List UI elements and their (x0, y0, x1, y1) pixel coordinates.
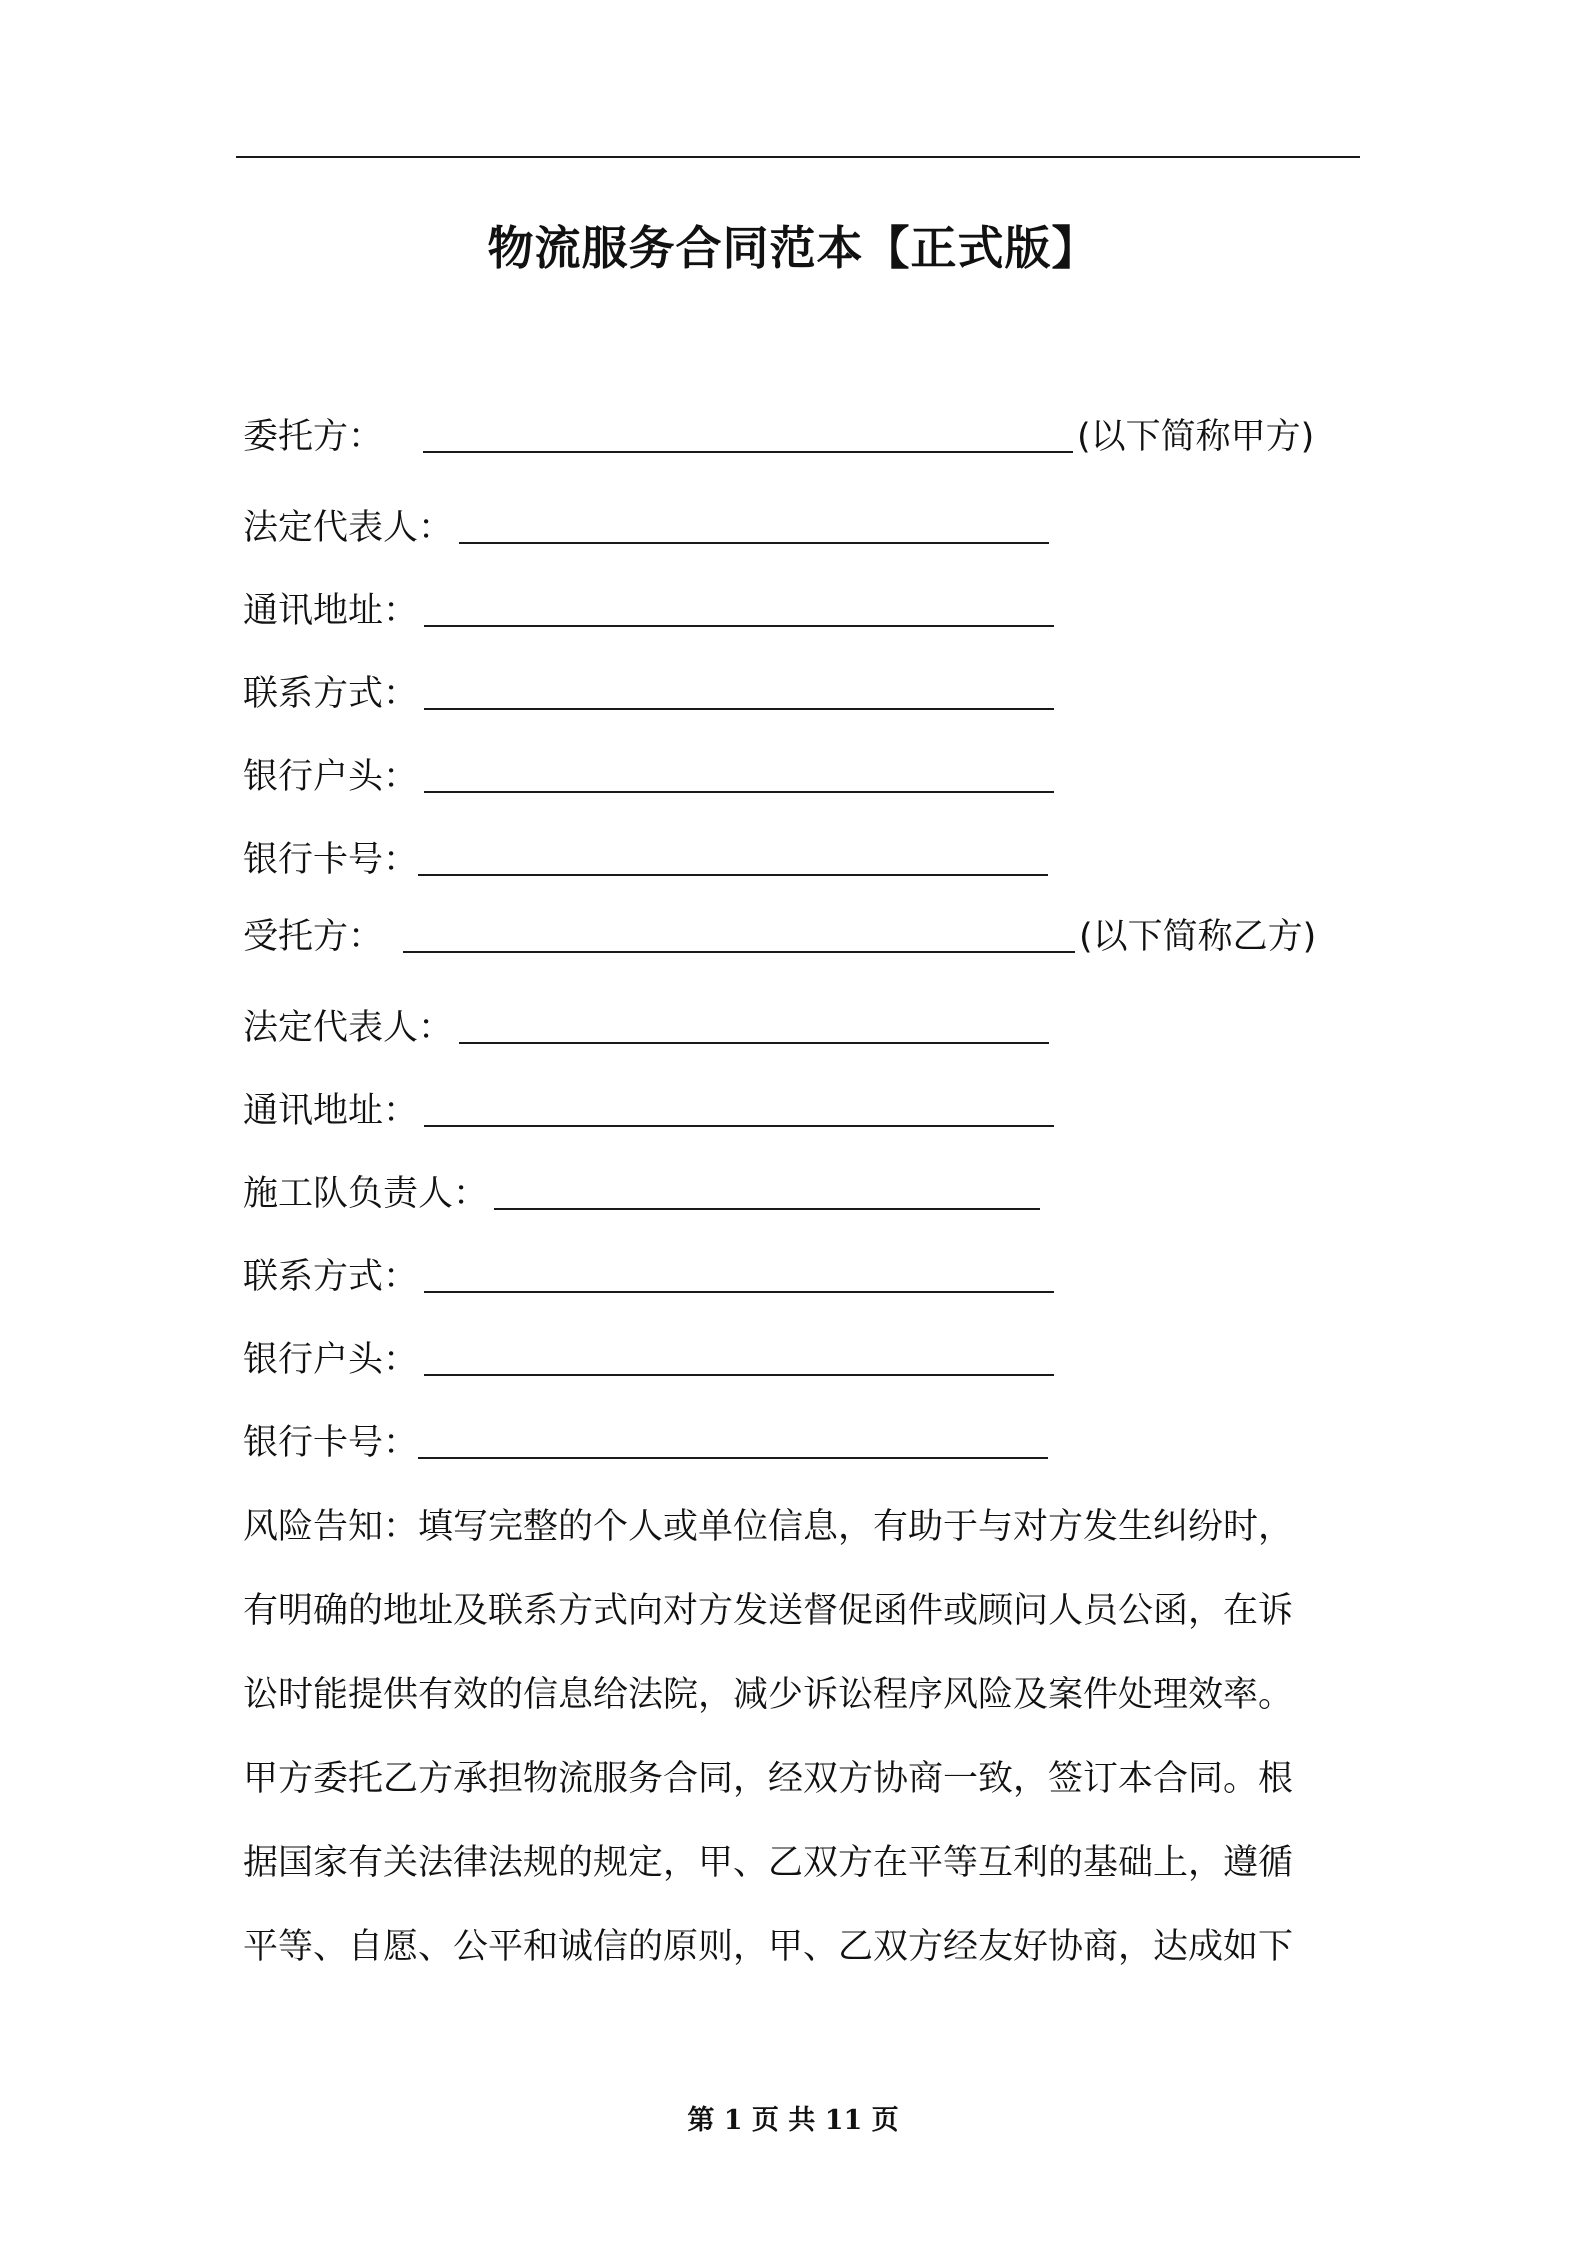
party-a-contact-blank[interactable] (424, 708, 1054, 710)
party-b-trustee-label: 受托方： (243, 917, 384, 957)
party-b-bank-card-blank[interactable] (418, 1457, 1048, 1459)
body-line: 甲方委托乙方承担物流服务合同，经双方协商一致，签订本合同。根 (243, 1759, 1294, 1799)
party-b-legal-rep-blank[interactable] (459, 1042, 1049, 1044)
party-b-trustee-blank[interactable] (403, 951, 1075, 953)
party-a-bank-account-name-field (243, 752, 1054, 802)
party-b-bank-account-name-field (243, 1335, 1054, 1385)
party-a-legal-rep-label: 法定代表人： (243, 508, 454, 548)
party-b-trustee-suffix: (以下简称乙方) (1079, 917, 1317, 957)
party-a-bank-card-field (243, 835, 1048, 885)
party-b-contact-field (243, 1252, 1054, 1302)
party-b-address-field (243, 1086, 1054, 1136)
party-b-team-leader-blank[interactable] (494, 1208, 1040, 1210)
body-line: 风险告知：填写完整的个人或单位信息，有助于与对方发生纠纷时， (243, 1507, 1294, 1547)
document-title: 物流服务合同范本【正式版】 (487, 221, 1099, 275)
party-a-principal-blank[interactable] (423, 451, 1073, 453)
party-b-bank-account-name-blank[interactable] (424, 1374, 1054, 1376)
party-b-address-blank[interactable] (424, 1125, 1054, 1127)
party-a-bank-card-blank[interactable] (418, 874, 1048, 876)
body-line: 据国家有关法律法规的规定，甲、乙双方在平等互利的基础上，遵循 (243, 1843, 1294, 1883)
party-a-address-blank[interactable] (424, 625, 1054, 627)
party-b-team-leader-label: 施工队负责人： (243, 1174, 489, 1214)
page-number: 第 1 页 共 11 页 (687, 2105, 899, 2136)
party-b-bank-account-name-label: 银行户头： (243, 1340, 419, 1380)
body-line: 平等、自愿、公平和诚信的原则，甲、乙双方经友好协商，达成如下 (243, 1927, 1294, 1967)
party-a-principal-field (243, 412, 1314, 462)
party-b-bank-card-label: 银行卡号： (243, 1423, 419, 1463)
header-rule (236, 156, 1360, 158)
party-a-bank-card-label: 银行卡号： (243, 840, 419, 880)
party-b-bank-card-field (243, 1418, 1048, 1468)
party-a-address-label: 通讯地址： (243, 591, 419, 631)
party-b-trustee-field (243, 912, 1316, 962)
party-b-team-leader-field (243, 1169, 1040, 1219)
party-a-legal-rep-blank[interactable] (459, 542, 1049, 544)
body-line: 讼时能提供有效的信息给法院，减少诉讼程序风险及案件处理效率。 (243, 1675, 1294, 1715)
party-a-principal-label: 委托方： (243, 417, 384, 457)
party-b-contact-blank[interactable] (424, 1291, 1054, 1293)
party-a-bank-account-name-label: 银行户头： (243, 757, 419, 797)
party-b-legal-rep-field (243, 1003, 1049, 1053)
party-a-contact-label: 联系方式： (243, 674, 419, 714)
party-b-legal-rep-label: 法定代表人： (243, 1008, 454, 1048)
party-b-address-label: 通讯地址： (243, 1091, 419, 1131)
body-line: 有明确的地址及联系方式向对方发送督促函件或顾问人员公函，在诉 (243, 1591, 1294, 1631)
party-a-legal-rep-field (243, 503, 1049, 553)
party-a-address-field (243, 586, 1054, 636)
party-a-bank-account-name-blank[interactable] (424, 791, 1054, 793)
party-b-contact-label: 联系方式： (243, 1257, 419, 1297)
party-a-principal-suffix: (以下简称甲方) (1077, 417, 1315, 457)
party-a-contact-field (243, 669, 1054, 719)
